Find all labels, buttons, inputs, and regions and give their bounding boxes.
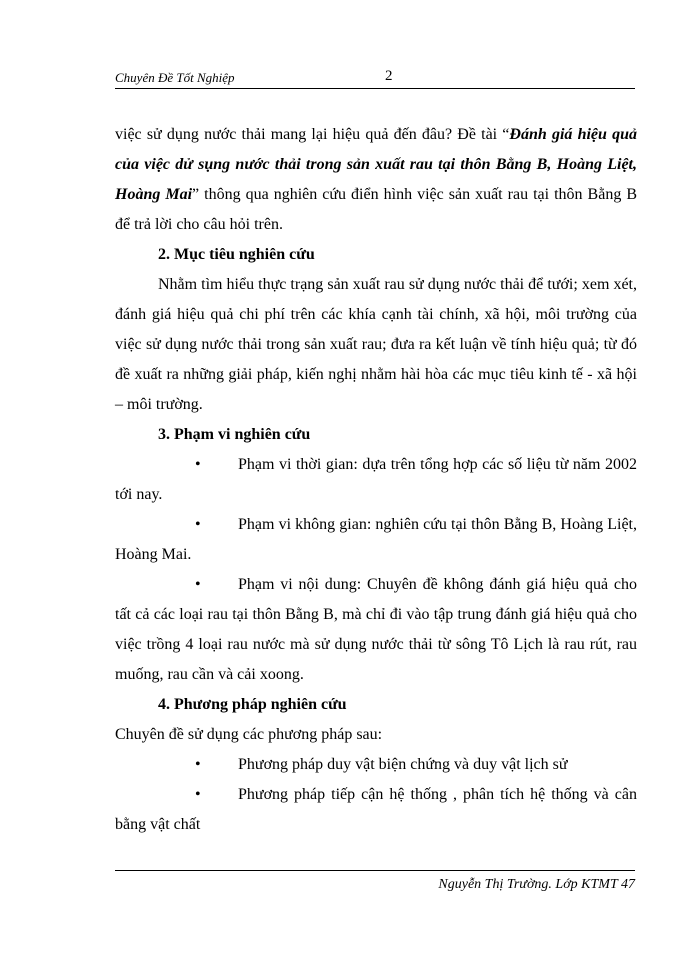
- header-title: Chuyên Đề Tốt Nghiệp: [115, 70, 235, 85]
- section-heading-objectives: 2. Mục tiêu nghiên cứu: [158, 246, 315, 263]
- scope-item-content: [115, 570, 637, 690]
- bullet-icon: •: [195, 786, 201, 803]
- page-content: [115, 120, 637, 840]
- bullet-icon: •: [195, 756, 201, 773]
- method-item-systems: [115, 780, 637, 840]
- section-heading-scope: 3. Phạm vi nghiên cứu: [158, 426, 311, 443]
- scope-item-space-text: Phạm vi không gian: nghiên cứu tại thôn Bằng B, Hoàng Liệt, Hoàng Mai.: [115, 516, 637, 563]
- intro-text-start: việc sử dụng nước thải mang lại hiệu quả đến đâu? Đề tài “: [115, 126, 510, 143]
- method-item-dialectical: [115, 750, 637, 780]
- intro-text-end: ” thông qua nghiên cứu điển hình việc sản xuất rau tại thôn Bằng B để trả lời cho câu hỏi trên.: [115, 186, 638, 233]
- thesis-title-emphasis: Đánh giá hiệu quả của việc dử sụng nước thải trong sản xuất rau tại thôn Bằng B, Hoàng Liệt, Hoàng Mai: [115, 126, 637, 203]
- section-heading-methods: 4. Phương pháp nghiên cứu: [158, 696, 347, 713]
- page-header: [115, 66, 635, 89]
- method-item-systems-text: Phương pháp tiếp cận hệ thống , phân tích hệ thống và cân bằng vật chất: [115, 786, 637, 833]
- page-footer: [115, 870, 635, 892]
- method-item-dialectical-text: Phương pháp duy vật biện chứng và duy vật lịch sử: [238, 756, 568, 773]
- scope-item-time: [115, 450, 637, 510]
- scope-item-space: [115, 510, 637, 570]
- scope-item-time-text: Phạm vi thời gian: dựa trên tổng hợp các số liệu từ năm 2002 tới nay.: [115, 456, 637, 503]
- intro-paragraph: [115, 120, 637, 240]
- methods-intro: Chuyên đề sử dụng các phương pháp sau:: [115, 726, 383, 743]
- bullet-icon: •: [195, 516, 201, 533]
- bullet-icon: •: [195, 456, 201, 473]
- page-number: 2: [385, 68, 393, 84]
- scope-item-content-text: Phạm vi nội dung: Chuyên đề không đánh giá hiệu quả cho tất cả các loại rau tại thôn Bằng B, mà chỉ đi vào tập trung đánh giá hiệu quả cho việc trồng 4 loại rau nước mà sử dụng nước thải từ sông Tô Lịch là rau rút, rau muống, rau cần và cải xoong.: [115, 576, 637, 683]
- footer-author: Nguyễn Thị Trường. Lớp KTMT 47: [438, 877, 635, 892]
- objectives-paragraph: Nhằm tìm hiểu thực trạng sản xuất rau sử dụng nước thải để tưới; xem xét, đánh giá hiệu quả chi phí trên các khía cạnh tài chính, xã hội, môi trường của việc sử dụng nước thải trong sản xuất rau; đưa ra kết luận về tính hiệu quả; từ đó đề xuất ra những giải pháp, kiến nghị nhằm hài hòa các mục tiêu kinh tế - xã hội – môi trường.: [115, 276, 637, 413]
- bullet-icon: •: [195, 576, 201, 593]
